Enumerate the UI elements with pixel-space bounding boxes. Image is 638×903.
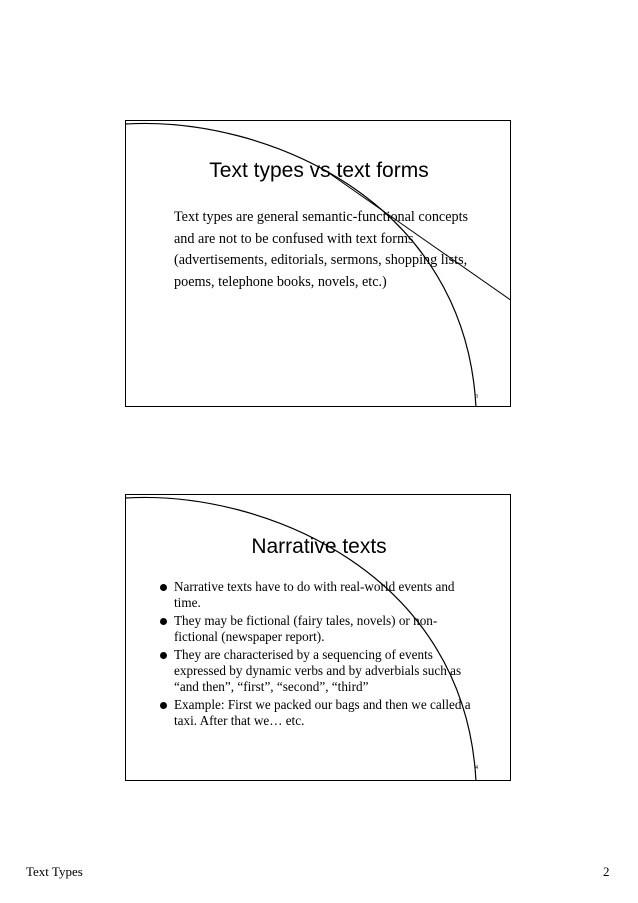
page-number: 2 — [603, 864, 610, 879]
bullet-dot-icon — [160, 652, 167, 659]
slide-title: Text types vs text forms — [209, 159, 429, 182]
bullet-item — [158, 579, 478, 611]
slide-number: 3 — [475, 394, 478, 400]
slide-number: 4 — [475, 765, 478, 771]
bullet-text: They may be fictional (fairy tales, novels) or non-fictional (newspaper report). — [174, 613, 438, 644]
slide-body-text: Text types are general semantic-functional concepts and are not to be confused with text forms (advertisements, editorials, sermons, shopping lists, poems, telephone books, novels, etc.) — [174, 209, 469, 290]
slide-title: Narrative texts — [251, 535, 387, 558]
slide-4 — [125, 494, 511, 781]
bullet-dot-icon — [160, 618, 167, 625]
bullet-text: Example: First we packed our bags and then we called a taxi. After that we… etc. — [174, 697, 471, 728]
bullet-dot-icon — [160, 584, 167, 591]
bullet-dot-icon — [160, 702, 167, 709]
bullet-item — [158, 697, 478, 729]
footer-title: Text Types — [26, 864, 83, 879]
bullet-item — [158, 613, 478, 645]
bullet-list — [158, 579, 478, 731]
bullet-text: They are characterised by a sequencing of events expressed by dynamic verbs and by adverbials such as “and then”, “first”, “second”, “third” — [174, 647, 462, 694]
bullet-text: Narrative texts have to do with real-world events and time. — [174, 579, 455, 610]
slide-3 — [125, 120, 511, 407]
bullet-item — [158, 647, 478, 694]
